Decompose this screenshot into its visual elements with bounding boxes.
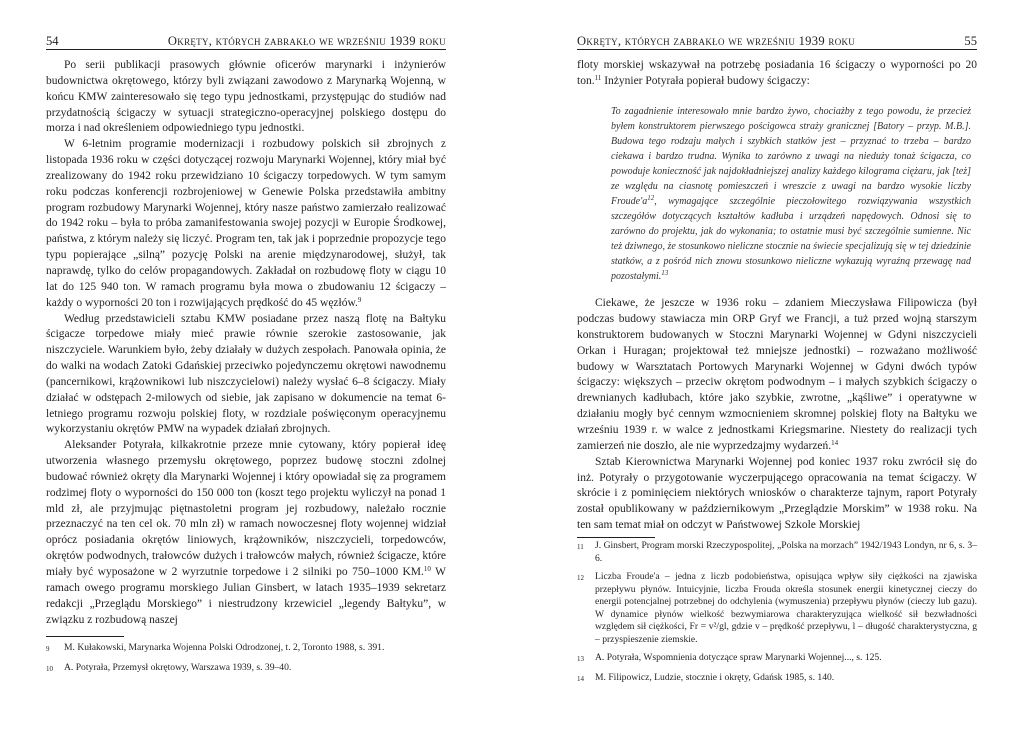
left-footnotes xyxy=(46,642,446,681)
footnote xyxy=(46,662,446,676)
footnote xyxy=(577,571,977,646)
footnote-ref: 12 xyxy=(647,193,655,202)
footnote-number: 11 xyxy=(577,543,584,551)
paragraph xyxy=(46,312,446,439)
footnote-ref: 9 xyxy=(357,295,362,304)
footnote-ref: 14 xyxy=(831,438,839,447)
paragraph xyxy=(577,296,977,454)
paragraph-text: Po serii publikacji prasowych głównie oficerów marynarki i inżynierów budownictwa okrętowego, którzy byli związani zawodowo z Marynarką Wojenną, w końcu KMW zainteresowało się tego typu jednostkami, przystępując do studiów nad przydatnością ścigaczy w sytuacji strategiczno-operacyjnej polskiego dostępu do morza i nad określeniem odpowiedniego typu jednostki. xyxy=(46,59,446,135)
left-page xyxy=(46,0,446,729)
footnote-text: A. Potyrała, Wspomnienia dotyczące spraw Marynarki Wojennej..., s. 125. xyxy=(595,652,882,663)
footnote-text: Liczba Froude'a – jedna z liczb podobieństwa, opisująca wpływ siły ciężkości na zjawiska przepływu płynów. Intuicyjnie, liczba Frouda określa stosunek energii kinetycznej cieczy do energii potencjalnej potrzebnej do odchylenia (wymuszenia) przepływu płynów (cieczy lub gazu). W dynamice płynów wielkość bezwymiarowa charakteryzująca wielkość sił bezwładności względem sił ciężkości, Fr = v²/gl, gdzie v – prędkość przepływu, l – długość charakterystyczna, g – przyspieszenie ziemskie. xyxy=(595,571,977,645)
paragraph-text: Ciekawe, że jeszcze w 1936 roku – zdaniem Mieczysława Filipowicza (był podczas budowy stawiacza min ORP Gryf we Francji, a tuż przed wojną starszym konstruktorem budowanych w Stoczni Marynarki Wojennej w Gdyni niszczycieli Orkan i Huragan; projektował też mniejsze jednostki) – rozważano możliwość budowy w Warsztatach Portowych Marynarki Wojennej w Gdyni dwóch typów ścigaczy: większych – przeciw okrętom podwodnym – i małych szybkich ścigaczy o drewnianych kadłubach, które jako szybkie, zwrotne, „kąśliwe” i operatywne w działaniu mogły być cennym wzmocnieniem skromnej polskiej floty na Bałtyku we wrześniu 1939 r. w walce z jednostkami Kriegsmarine. Niestety do realizacji tych zamierzeń nie doszło, ale nie wyprzedzajmy wydarzeń. xyxy=(577,297,977,452)
quote-text: , wymagające szczególnie pieczołowitego rozwiązywania wszystkich szczegółów dotyczących kształtów kadłuba i urządzeń napędowych. Odnosi się to zarówno do projektu, jak do wykonania; to ostatnie musi być szczególnie sumienne. Nic też dziwnego, że stosunkowo nieliczne stocznie na świecie specjalizują się w tej dziedzinie statków, a z pośród nich znowu stosunkowo nieliczne wykazują wyraźną przewagę nad pozostałymi. xyxy=(611,195,971,283)
page-number: 54 xyxy=(46,34,59,48)
header-rule xyxy=(46,49,446,50)
paragraph xyxy=(46,58,446,137)
paragraph-text: floty morskiej wskazywał na potrzebę posiadania 16 ścigaczy o wyporności po 20 ton. xyxy=(577,59,977,87)
footnote-text: J. Ginsbert, Program morski Rzeczypospolitej, „Polska na morzach” 1942/1943 Londyn, nr 6, s. 3–6. xyxy=(595,540,977,564)
paragraph-text: Według przedstawicieli sztabu KMW posiadane przez naszą flotę na Bałtyku ścigacze torpedowe miały mieć prawie równie szerokie zastosowanie, jak niszczyciele. Warunkiem było, żeby działały w dużych zespołach. Panowała opinia, że do walki na wodach Zatoki Gdańskiej przeciwko pojedynczemu okrętowi nawodnemu (pancernikowi, krążownikowi lub niszczycielowi) należy wysłać 6–8 ścigaczy. Miały działać w odstępach 2-milowych od siebie, jak zapisano w dokumencie na temat 6-letniego programu rozwoju polskiej floty, w rozdziale poświęconym operacyjnemu wykorzystaniu okrętów PMW na wypadek działań zbrojnych. xyxy=(46,312,446,436)
footnote-text: A. Potyrała, Przemysł okrętowy, Warszawa 1939, s. 39–40. xyxy=(64,661,292,673)
running-title: Okręty, których zabrakło we wrześniu 1939 roku xyxy=(167,34,446,48)
footnote-ref: 11 xyxy=(594,73,602,82)
footnote-text: M. Filipowicz, Ludzie, stocznie i okręty, Gdańsk 1985, s. 140. xyxy=(595,671,835,683)
footnote-number: 14 xyxy=(577,674,584,683)
footnote-number: 13 xyxy=(577,655,584,663)
footnote-rule xyxy=(577,537,655,538)
footnote-ref: 13 xyxy=(661,269,669,278)
paragraph xyxy=(46,438,446,628)
footnote-rule xyxy=(46,636,124,637)
footnote-text: M. Kułakowski, Marynarka Wojenna Polski Odrodzonej, t. 2, Toronto 1988, s. 391. xyxy=(64,642,385,653)
footnote-ref: 10 xyxy=(423,565,431,573)
left-body-text xyxy=(46,58,446,628)
paragraph xyxy=(46,137,446,311)
header-rule xyxy=(577,49,977,50)
right-footnotes xyxy=(577,540,977,691)
footnote-number: 10 xyxy=(46,664,53,673)
block-quote xyxy=(611,104,971,285)
footnote xyxy=(577,540,977,565)
paragraph-text: Aleksander Potyrała, kilkakrotnie przeze mnie cytowany, który popierał ideę utworzenia własnego przemysłu okrętowego, poprzez budowę stoczni zdolnej budować również okręty dla Marynarki Wojennej i który opowiadał się za programem rodzimej floty o wyporności do 150 000 ton (koszt tego projektu wyliczył na ponad 1 mld zł, ale przyjmując piętnastoletni program jej rozbudowy, należało rocznie przeznaczyć na ten cel ok. 70 mln zł) w ramach nowoczesnej floty wojennej widział oprócz posiadania okrętów liniowych, krążowników, niszczycieli, torpedowców, okrętów podwodnych, trałowców dużych i trałowców małych, również ścigacze, które miały być wyposażone w 2 wyrzutnie torpedowe i 2 silniki po 750–1000 KM. xyxy=(46,439,446,578)
footnote xyxy=(577,652,977,666)
paragraph-text: W 6-letnim programie modernizacji i rozbudowy polskich sił zbrojnych z listopada 1936 roku w części dotyczącej rozwoju Marynarki Wojennej, który miał być zrealizowany do 1942 roku przewidziano 10 ścigaczy torpedowych. W tym samym roku podczas konferencji rozbrojeniowej w Genewie Polska przedstawiła ambitny program rozbudowy Marynarki Wojennej, który nasze państwo zamierzało realizować do 1942 roku – była to próba zamanifestowania swojej pozycji w Europie Środkowej, państwa, z którym należy się liczyć. Program ten, tak jak i poprzednie propozycje tego typu popierające „silną” pozycję Polski na arenie międzynarodowej, służył, tak naprawdę, tylko do celów propagandowych. Zakładał on rozbudowę floty w ciągu 10 lat do 125 940 ton. W ramach programu była mowa o zbudowaniu 12 ścigaczy – każdy o wyporności 20 ton i rozwijających prędkość do 45 węzłów. xyxy=(46,138,446,309)
footnote-number: 9 xyxy=(46,645,50,653)
page-number: 55 xyxy=(964,34,977,48)
running-title: Okręty, których zabrakło we wrześniu 1939 roku xyxy=(577,34,856,48)
paragraph-text: Inżynier Potyrała popierał budowy ścigaczy: xyxy=(601,74,810,87)
paragraph xyxy=(577,455,977,534)
right-running-head xyxy=(577,33,977,49)
right-body-text xyxy=(577,58,977,534)
paragraph-text: W ramach owego programu morskiego Julian Ginsbert, w latach 1935–1939 sekretarz redakcji „Przeglądu Morskiego” i niestrudzony krzewiciel „legendy Bałtyku”, w związku z rozbudową naszej xyxy=(46,566,446,626)
right-page xyxy=(577,0,977,729)
footnote xyxy=(46,642,446,656)
paragraph xyxy=(577,58,977,90)
quote-text: To zagadnienie interesowało mnie bardzo żywo, chociażby z tego powodu, że przecież byłem konstruktorem pierwszego pościgowca straży granicznej [Batory – przyp. M.B.]. Budowa tego rodzaju małych i szybkich statków jest – przyznać to trzeba – bardzo ciekawa i bardzo trudna. Wynika to zarówno z uwagi na nieduży tonaż ścigacza, co powoduje konieczność jak najdokładniejszej analizy każdego kilograma ciężaru, jak [też] ze względu na ciasnotę pomieszczeń i wreszcie z uwagi na bardzo wysokie liczby Froude'a xyxy=(611,105,971,207)
left-running-head xyxy=(46,33,446,49)
footnote xyxy=(577,672,977,686)
footnote-number: 12 xyxy=(577,574,584,582)
paragraph-text: Sztab Kierownictwa Marynarki Wojennej pod koniec 1937 roku zwrócił się do inż. Potyrały o przygotowanie wyczerpującego opracowania na temat ścigaczy. W skrócie i z pominięciem niektórych wniosków o charakterze tajnym, raport Potyrały został opublikowany w październikowym „Przeglądzie Morskim” w 1938 roku. Na ten sam temat miał on odczyt w Państwowej Szkole Morskiej xyxy=(577,455,977,532)
